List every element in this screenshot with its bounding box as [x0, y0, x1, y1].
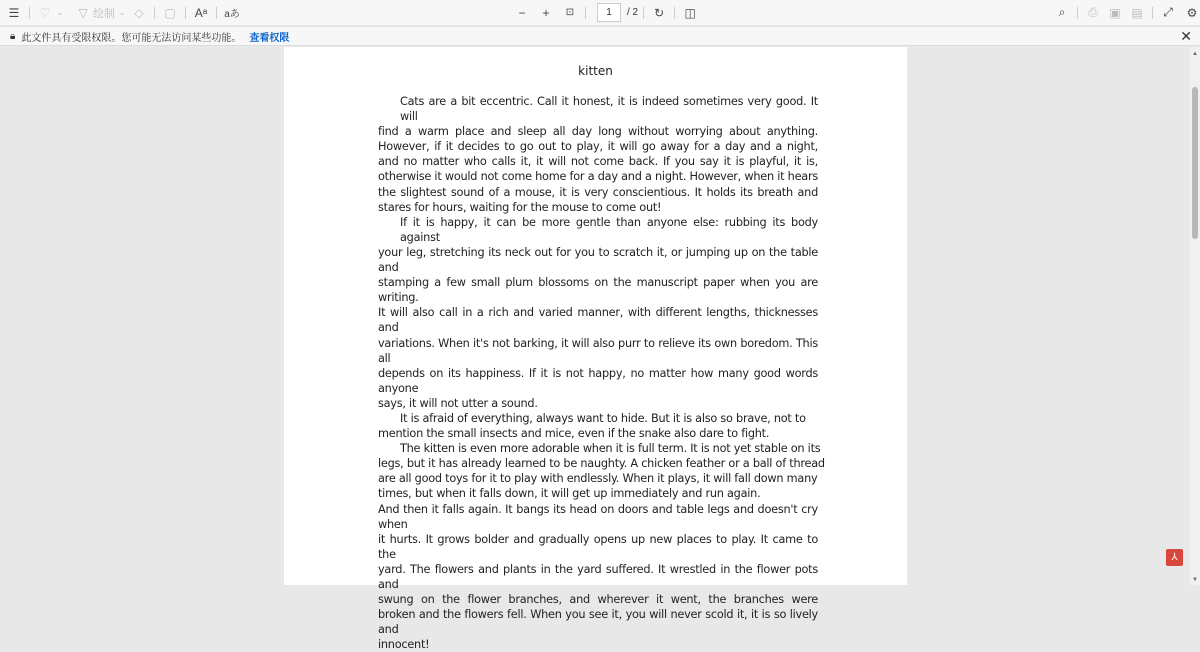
- text-line: stares for hours, waiting for the mouse to come out!: [378, 200, 662, 214]
- read-aloud-button[interactable]: Aᵃ: [194, 5, 208, 20]
- text-box-icon[interactable]: ▢: [164, 5, 176, 20]
- scrollbar-thumb[interactable]: [1192, 87, 1198, 239]
- pdf-page: [284, 47, 907, 652]
- print-icon[interactable]: ⎙: [1088, 5, 1098, 19]
- text-line: otherwise it would not come home for a day and a night. However, when it hears: [378, 170, 818, 184]
- divider: [585, 7, 586, 19]
- contents-icon[interactable]: ☰: [8, 5, 20, 20]
- paragraph: [378, 411, 818, 441]
- search-icon[interactable]: ⌕: [1058, 5, 1066, 19]
- view-permissions-link[interactable]: 查看权限: [249, 32, 290, 44]
- scrollbar[interactable]: [1190, 47, 1200, 585]
- text-line: If it is happy, it can be more gentle than anyone else: rubbing its body against: [400, 215, 818, 244]
- divider: [29, 7, 30, 19]
- close-icon[interactable]: ✕: [1180, 27, 1192, 44]
- divider: [1077, 7, 1078, 19]
- text-line: yard. The flowers and plants in the yard suffered. It wrestled in the flower pots and: [378, 562, 818, 591]
- divider: [185, 7, 186, 19]
- text-line: legs, but it has already learned to be naughty. A chicken feather or a ball of thread: [378, 457, 825, 471]
- divider: [154, 7, 155, 19]
- text-line: However, if it decides to go out to play, it will go away for a day and a night,: [378, 140, 818, 154]
- text-line: The kitten is even more adorable when it is full term. It is not yet stable on its: [400, 442, 821, 456]
- document-title: kitten: [578, 64, 613, 78]
- translate-button[interactable]: aあ: [224, 9, 240, 20]
- text-line: innocent!: [378, 638, 430, 652]
- text-line: And then it falls again. It bangs its head on doors and table legs and doesn't cry when: [378, 502, 818, 531]
- zoom-in-icon[interactable]: +: [542, 5, 550, 20]
- save-as-icon[interactable]: ▤: [1131, 5, 1143, 20]
- text-line: your leg, stretching its neck out for you to scratch it, or jumping up on the table and: [378, 245, 818, 275]
- fullscreen-icon[interactable]: ⤢: [1163, 5, 1173, 19]
- scroll-up-icon[interactable]: ▲: [1192, 51, 1198, 57]
- lock-icon: 🔒︎: [10, 30, 16, 42]
- text-line: the slightest sound of a mouse, it is very conscientious. It holds its breath and: [378, 185, 818, 199]
- highlight-icon[interactable]: ♡: [39, 5, 51, 20]
- scroll-down-icon[interactable]: ▼: [1192, 577, 1198, 583]
- pdf-icon: ⅄: [1166, 549, 1183, 566]
- text-line: broken and the flowers fell. When you see it, you will never scold it, it is so lively and: [378, 608, 818, 637]
- text-line: are all good toys for it to play with endlessly. When it plays, it will fall down many: [378, 472, 818, 486]
- paragraph: [378, 215, 818, 411]
- restricted-permissions-bar: [0, 26, 1200, 46]
- pdf-toolbar: [0, 0, 1200, 25]
- page-view-icon[interactable]: ◫: [684, 5, 696, 20]
- divider: [1152, 7, 1153, 19]
- text-line: variations. When it's not barking, it will also purr to relieve its own boredom. This all: [378, 336, 818, 365]
- divider: [643, 7, 644, 19]
- rotate-icon[interactable]: ↻: [654, 5, 665, 20]
- text-line: and no matter who calls it, it will not come back. If you say it is playful, it is,: [378, 155, 818, 169]
- paragraph: [378, 502, 818, 652]
- save-icon[interactable]: ▣: [1109, 5, 1121, 20]
- text-line: times, but when it falls down, it will get up immediately and run again.: [378, 487, 761, 501]
- text-line: find a warm place and sleep all day long without worrying about anything.: [378, 125, 818, 139]
- text-line: stamping a few small plum blossoms on the manuscript paper when you are writing.: [378, 276, 818, 305]
- text-line: depends on its happiness. If it is not happy, no matter how many good words anyone: [378, 366, 818, 395]
- document-body: [378, 94, 825, 652]
- text-line: swung on the flower branches, and wherever it went, the branches were: [378, 593, 818, 607]
- chevron-down-icon[interactable]: ⌄: [56, 8, 64, 17]
- text-line: it hurts. It grows bolder and gradually opens up new places to play. It came to the: [378, 532, 818, 561]
- text-line: It will also call in a rich and varied manner, with different lengths, thicknesses and: [378, 306, 818, 335]
- paragraph: [378, 441, 825, 501]
- page-number-input[interactable]: 1: [597, 3, 621, 22]
- text-line: Cats are a bit eccentric. Call it honest, it is indeed sometimes very good. It will: [400, 95, 818, 124]
- paragraph: [378, 94, 818, 215]
- eraser-icon[interactable]: ◇: [134, 5, 144, 20]
- zoom-out-icon[interactable]: −: [518, 5, 526, 20]
- chevron-down-icon[interactable]: ⌄: [118, 8, 126, 17]
- text-line: mention the small insects and mice, even if the snake also dare to fight.: [378, 427, 770, 441]
- divider: [674, 7, 675, 19]
- text-line: says, it will not utter a sound.: [378, 396, 538, 410]
- text-line: It is afraid of everything, always want to hide. But it is also so brave, not to: [400, 411, 806, 425]
- fit-page-icon[interactable]: ⊡: [565, 7, 575, 18]
- divider: [216, 7, 217, 19]
- gear-icon[interactable]: ⚙: [1186, 5, 1198, 20]
- restriction-message: 此文件具有受限权限。您可能无法访问某些功能。: [21, 32, 242, 44]
- draw-button[interactable]: 绘制: [93, 7, 115, 20]
- page-total: / 2: [627, 7, 639, 18]
- draw-icon[interactable]: ▽: [78, 5, 88, 20]
